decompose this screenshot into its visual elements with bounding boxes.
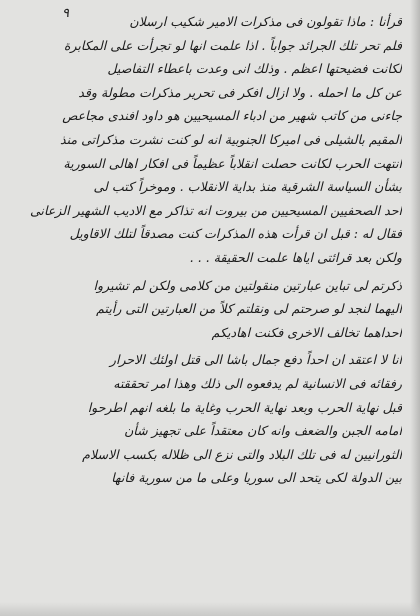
- text-line: احد الصحفيين المسيحيين من بيروت انه تذاكر مع الاديب الشهير الزعانى: [29, 202, 402, 218]
- text-line: قبل نهاية الحرب وبعد نهاية الحرب وغاية ما بلغه انهم اطرحوا: [87, 399, 402, 415]
- text-line: رفقائه فى الانسانية لم يدفعوه الى ذلك وهذا امر تحققته: [113, 375, 402, 391]
- text-line: ولكن بعد قرائتى اياها علمت الحقيقة . . .: [189, 249, 402, 265]
- page-bottom-shadow: [0, 602, 420, 616]
- text-line: لكانت فضيحتها اعظم . وذلك انى وعدت باعطاء التفاصيل: [107, 61, 402, 77]
- text-line: المقيم بالشيلى فى اميركا الجنوبية انه لو كنت نشرت مذكراتى منذ: [59, 131, 402, 147]
- text-line: جاءنى من كاتب شهير من ادباء المسيحيين هو داود افندى مجاعص: [62, 108, 402, 124]
- text-line: اليهما لنجد لو صرحتم لى ونقلتم كلاً من العبارتين التى رأيتم: [96, 301, 402, 317]
- handwritten-text-body: [16, 10, 402, 490]
- text-line: انا لا اعتقد ان احداً دفع جمال باشا الى قتل اولئك الاحرار: [109, 352, 402, 368]
- text-line: قرأنا : ماذا تقولون فى مذكرات الامير شكيب ارسلان: [129, 14, 402, 29]
- page-number: ٩: [62, 6, 69, 21]
- text-line: فقال له : قبل ان قرأت هذه المذكرات كنت مصدقاً لتلك الاقاويل: [69, 226, 402, 242]
- text-line: الثورانيين له فى تلك البلاد والتى نزع الى ظلاله بكسب الاسلام: [82, 446, 402, 462]
- text-line: عن كل ما احمله . ولا ازال افكر فى تحرير مذكرات مطولة وقد: [78, 84, 402, 100]
- text-line: انتهت الحرب لكانت حصلت انقلاباً عظيماً فى افكار اهالى السورية: [63, 155, 402, 171]
- text-line: ذكرتم لى تباين عبارتين منقولتين من كلامى ولكن لم تشيروا: [93, 277, 402, 293]
- text-line: بين الدولة لكى يتحد الى سوريا وعلى ما من سورية فانها: [111, 470, 402, 486]
- text-line: امامه الجبن والضعف وانه كان معتقداً على تجهيز شأن: [124, 423, 402, 439]
- text-line: بشأن السياسة الشرقية منذ بداية الانقلاب . وموخراً كتب لى: [93, 179, 402, 195]
- page-edge-shadow: [410, 0, 420, 616]
- text-line: احداهما تخالف الاخرى فكنت اهاديكم: [211, 324, 402, 340]
- text-line: فلم تحر تلك الجرائد جواباً . اذا علمت انها لو تجرأت على المكابرة: [63, 37, 402, 53]
